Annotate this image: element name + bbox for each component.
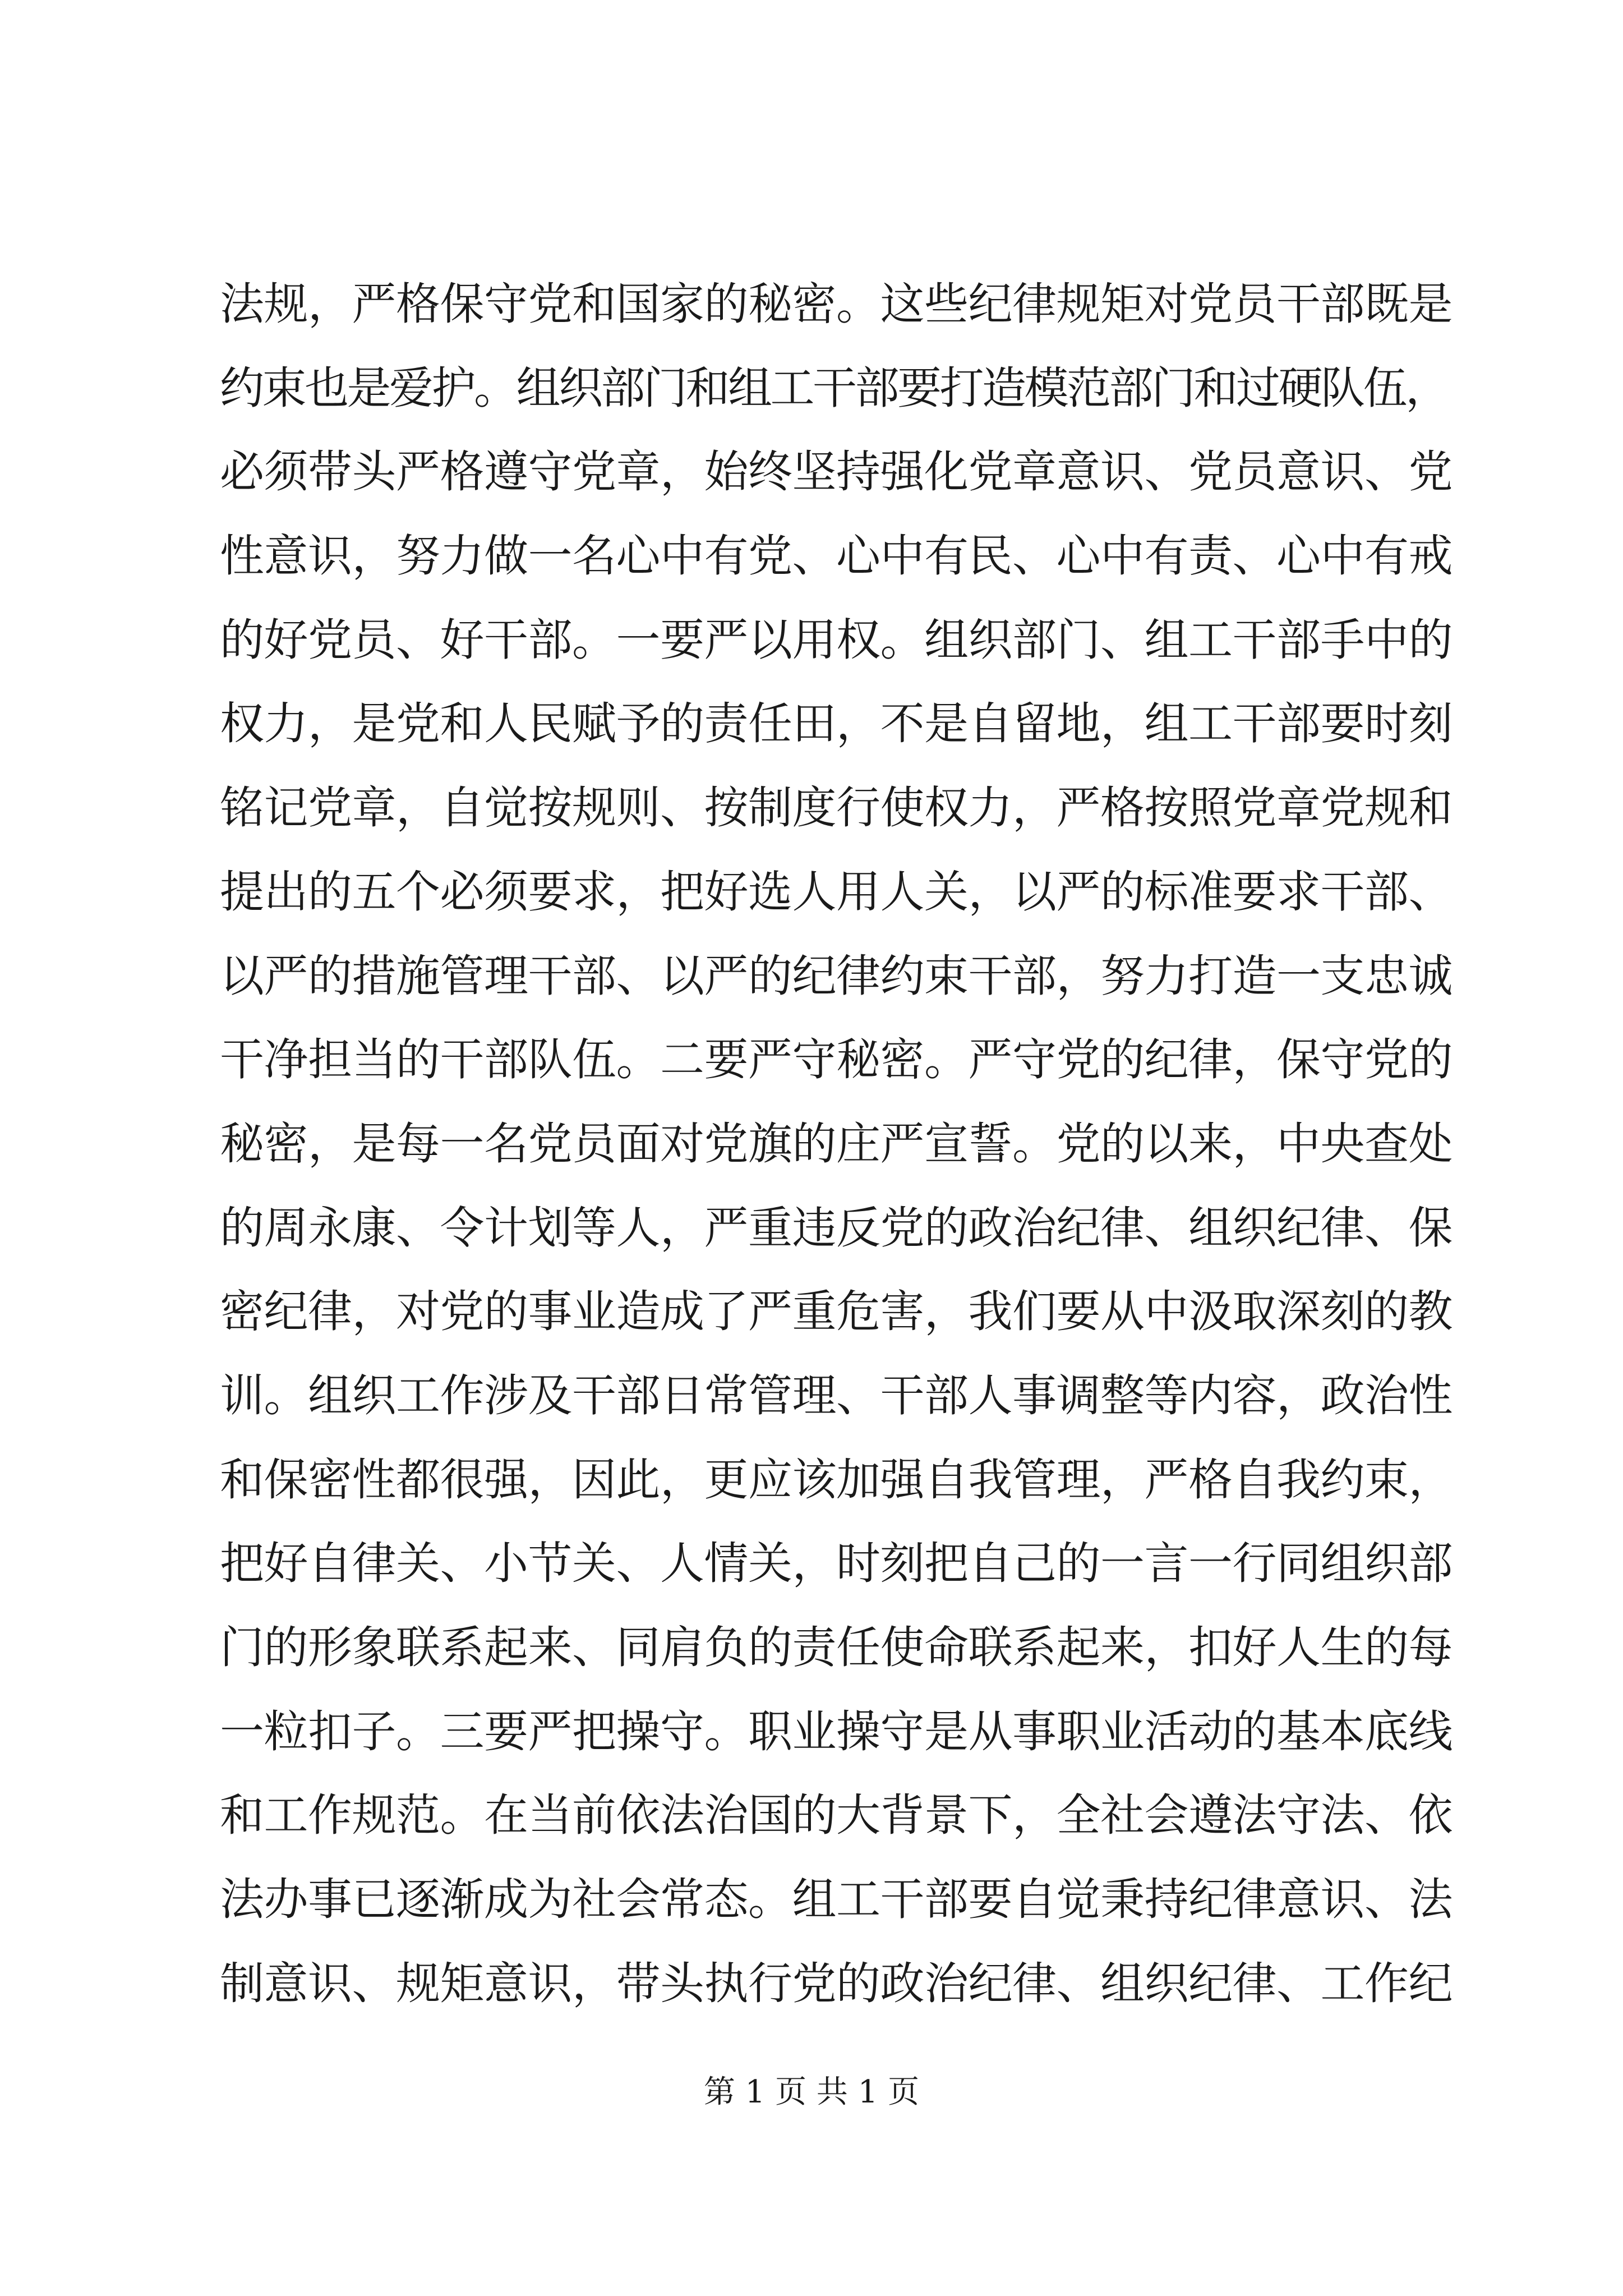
text-line: 的好党员、好干部。一要严以用权。组织部门、组工干部手中的	[220, 614, 1453, 666]
text-line: 训。组织工作涉及干部日常管理、干部人事调整等内容，政治性	[220, 1369, 1453, 1421]
text-line: 和工作规范。在当前依法治国的大背景下，全社会遵法守法、依	[220, 1789, 1453, 1842]
text-line: 提出的五个必须要求，把好选人用人关，以严的标准要求干部、	[220, 866, 1453, 918]
text-line: 和保密性都很强，因此，更应该加强自我管理，严格自我约束，	[220, 1453, 1453, 1506]
text-line: 法规，严格保守党和国家的秘密。这些纪律规矩对党员干部既是	[220, 278, 1453, 330]
text-line: 的周永康、令计划等人，严重违反党的政治纪律、组织纪律、保	[220, 1202, 1453, 1254]
text-line: 性意识，努力做一名心中有党、心中有民、心中有责、心中有戒	[220, 530, 1453, 582]
text-line: 把好自律关、小节关、人情关，时刻把自己的一言一行同组织部	[220, 1538, 1453, 1590]
text-line: 门的形象联系起来、同肩负的责任使命联系起来，扣好人生的每	[220, 1622, 1453, 1673]
text-line: 铭记党章，自觉按规则、按制度行使权力，严格按照党章党规和	[220, 782, 1453, 834]
page-footer: 第 1 页 共 1 页	[703, 2074, 920, 2110]
text-line: 权力，是党和人民赋予的责任田，不是自留地，组工干部要时刻	[220, 698, 1453, 750]
text-line: 约束也是爱护。组织部门和组工干部要打造模范部门和过硬队伍，	[220, 362, 1448, 414]
text-line: 密纪律，对党的事业造成了严重危害，我们要从中汲取深刻的教	[220, 1286, 1453, 1338]
text-line: 制意识、规矩意识，带头执行党的政治纪律、组织纪律、工作纪	[220, 1957, 1453, 2009]
text-line: 一粒扣子。三要严把操守。职业操守是从事职业活动的基本底线	[220, 1705, 1453, 1757]
text-line: 法办事已逐渐成为社会常态。组工干部要自觉秉持纪律意识、法	[220, 1874, 1453, 1926]
text-line: 必须带头严格遵守党章，始终坚持强化党章意识、党员意识、党	[220, 446, 1453, 498]
text-line: 秘密，是每一名党员面对党旗的庄严宣誓。党的以来，中央查处	[220, 1117, 1453, 1170]
text-line: 干净担当的干部队伍。二要严守秘密。严守党的纪律，保守党的	[220, 1034, 1453, 1086]
body-text	[220, 263, 1454, 2026]
text-line: 以严的措施管理干部、以严的纪律约束干部，努力打造一支忠诚	[220, 950, 1453, 1002]
